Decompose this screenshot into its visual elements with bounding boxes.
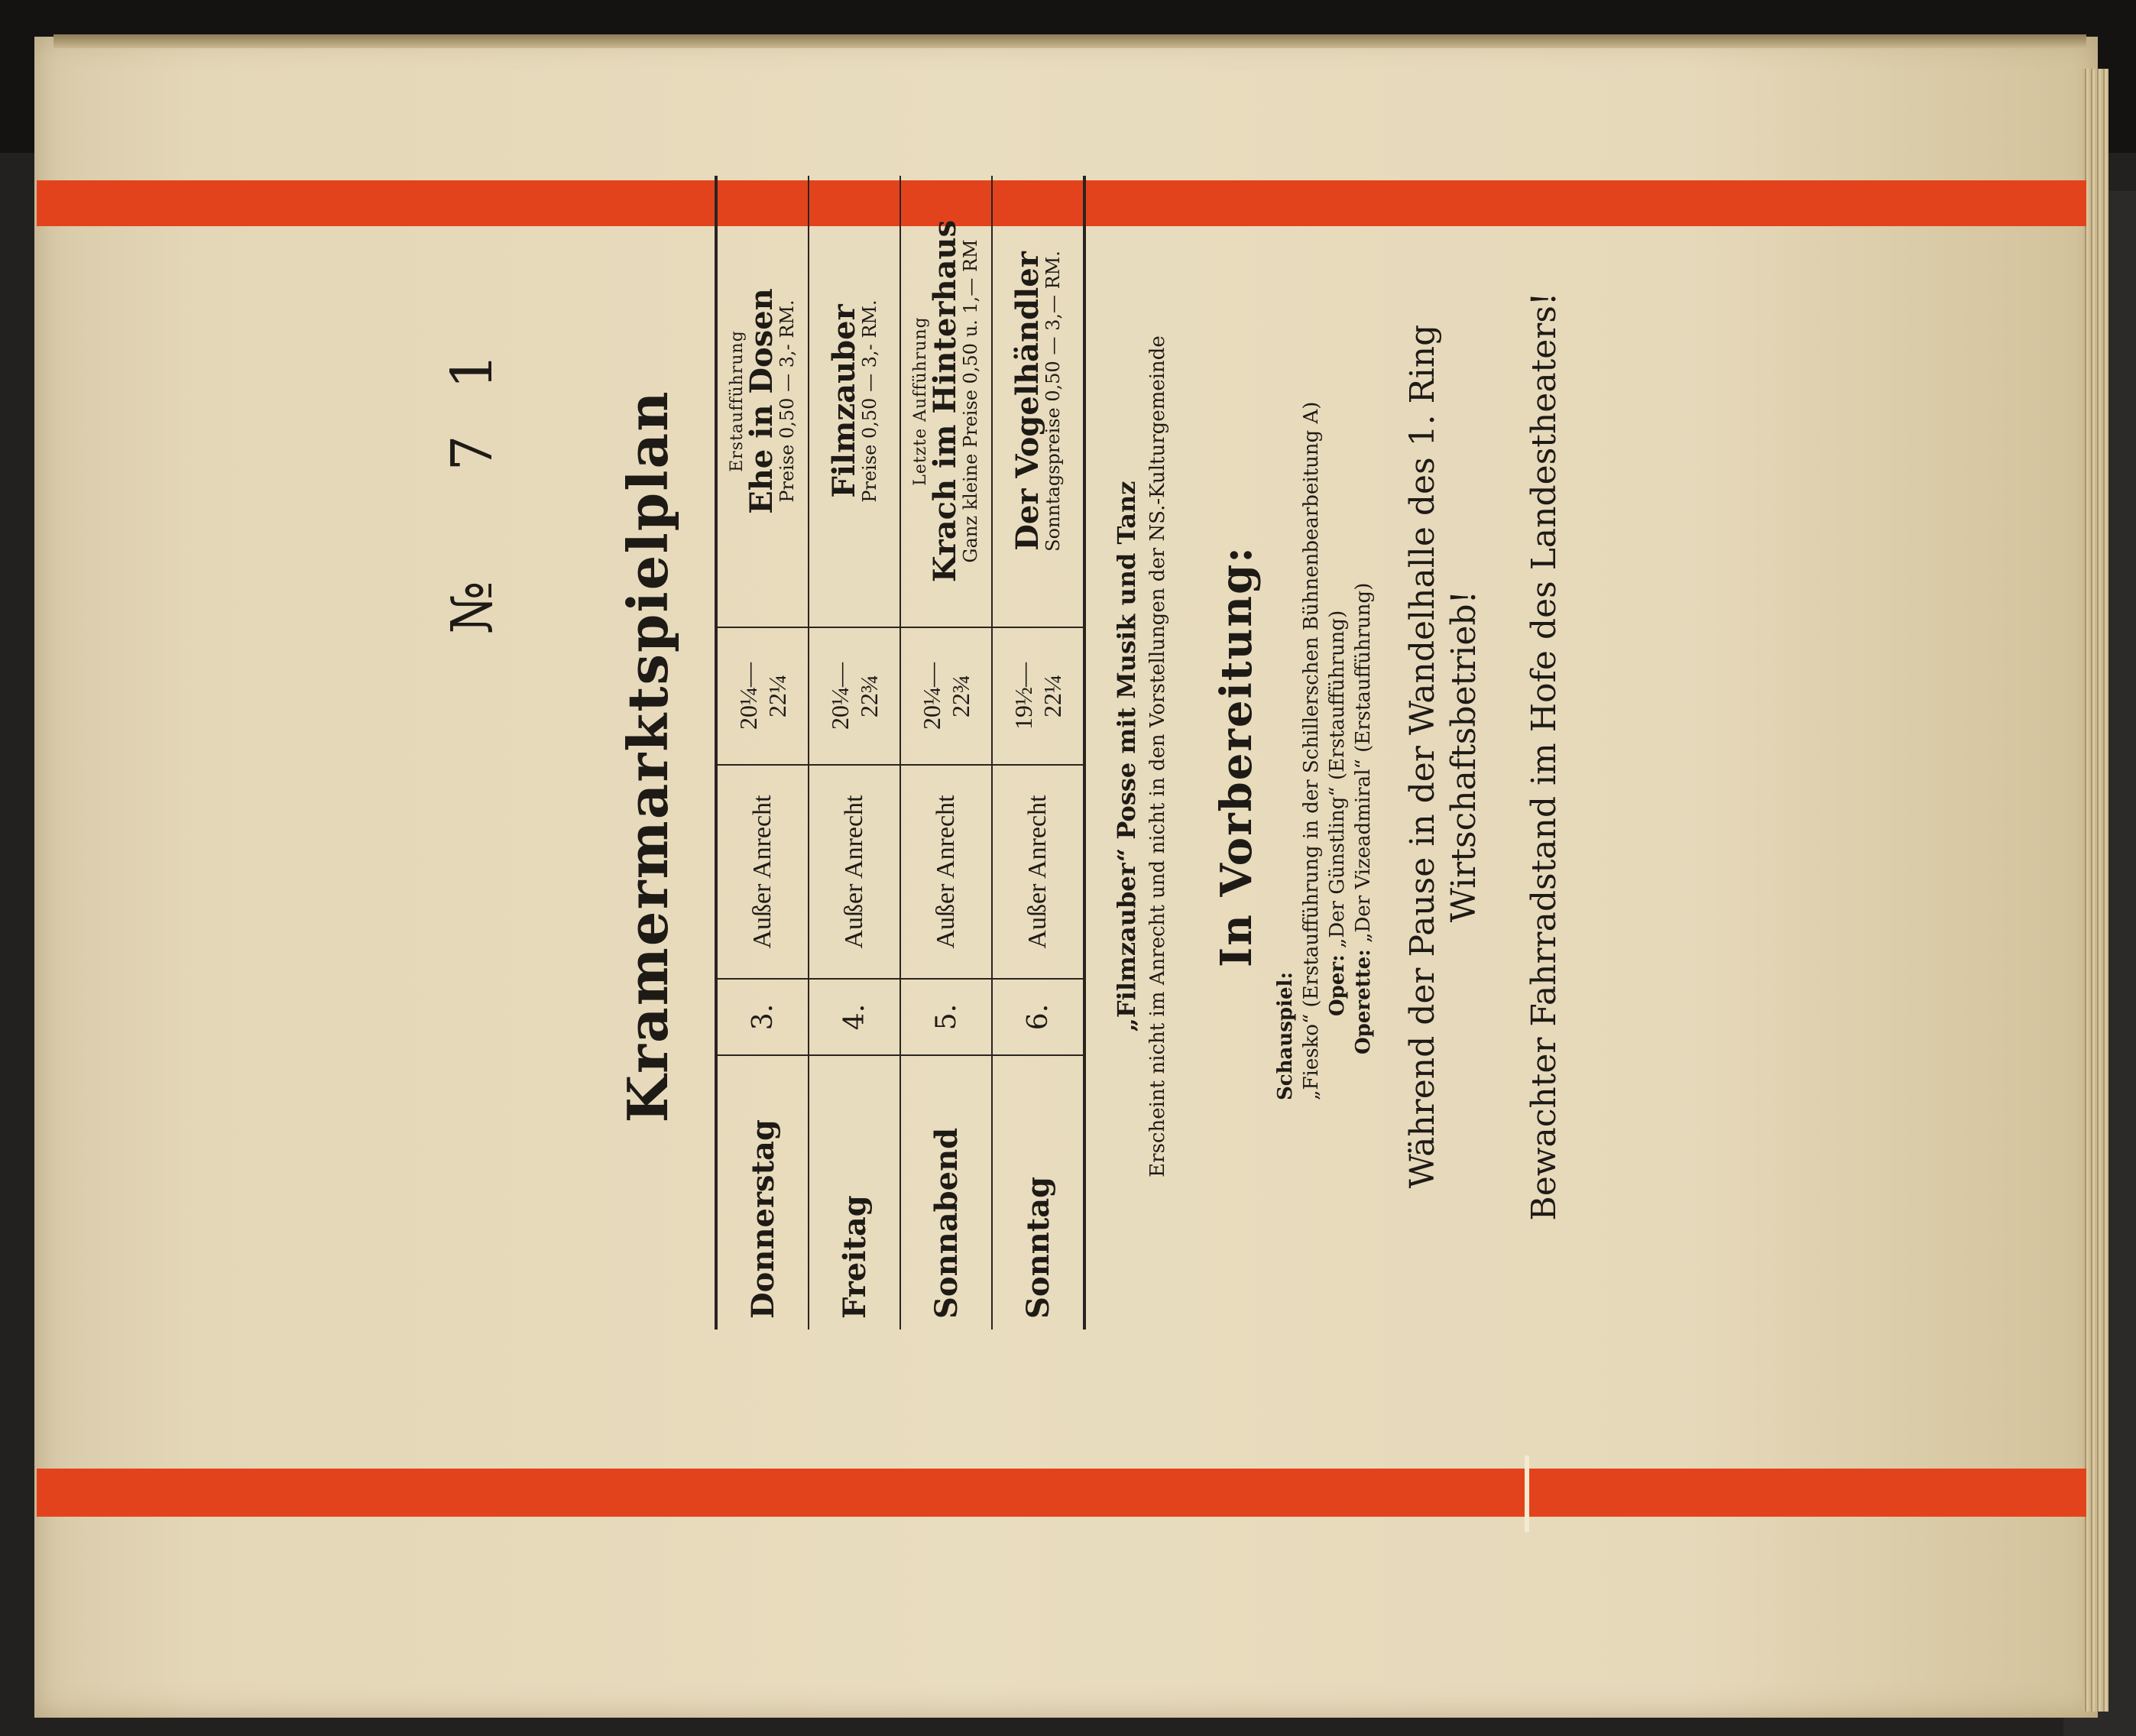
time-start: 19½— [1010, 662, 1037, 730]
time-cell [900, 627, 992, 765]
play-cell [900, 176, 992, 627]
play-title: Der Vogelhändler [1010, 251, 1046, 551]
list-item [1272, 336, 1298, 1100]
play-genre-note: „Filmzauber“ Posse mit Musik und Tanz [1112, 481, 1141, 1032]
time-cell [809, 627, 900, 765]
bicycle-notice: Bewachter Fahrradstand im Hofe des Landestheaters! [1525, 292, 1564, 1221]
pause-notice-line-1: Während der Pause in der Wandelhalle des 1. Ring [1403, 324, 1442, 1189]
prep-text: „Der Günstling“ (Erstaufführung) [1326, 610, 1349, 949]
play-title: Krach im Hinterhaus [926, 219, 963, 583]
time-end: 22¼ [1039, 675, 1066, 717]
prep-label: Operette: [1352, 949, 1375, 1054]
play-cell [716, 176, 809, 627]
play-title: Ehe in Dosen [743, 288, 780, 514]
play-cell [809, 176, 900, 627]
time-start: 20¼— [918, 662, 945, 730]
page-edge-stack [2083, 69, 2108, 1712]
subscription-cell: Außer Anrecht [900, 765, 992, 979]
day-cell: Freitag [809, 1055, 900, 1330]
date-cell: 4. [809, 979, 900, 1055]
day-cell: Sonntag [992, 1055, 1084, 1330]
play-price: Sonntagspreise 0,50 — 3,— RM. [1042, 251, 1065, 552]
play-price: Preise 0,50 — 3,- RM. [859, 300, 881, 503]
preparation-list [1272, 336, 1376, 1100]
red-band-gap-mark [1525, 1456, 1529, 1532]
list-item [1298, 336, 1324, 1100]
play-price: Ganz kleine Preise 0,50 u. 1,— RM [959, 239, 981, 563]
subscription-cell: Außer Anrecht [992, 765, 1084, 979]
preparation-heading: In Vorbereitung: [1211, 546, 1262, 967]
date-cell: 6. [992, 979, 1084, 1055]
date-cell: 5. [900, 979, 992, 1055]
list-item [1350, 336, 1376, 1100]
plan-title: Kramermarktspielplan [615, 390, 680, 1123]
page-top-edge [53, 34, 2086, 48]
day-cell: Sonnabend [900, 1055, 992, 1330]
page-number: № 71 [439, 307, 505, 634]
table-row [992, 176, 1084, 1330]
date-cell: 3. [716, 979, 809, 1055]
time-end: 22¼ [763, 675, 791, 717]
prep-label: Oper: [1326, 954, 1349, 1016]
time-cell [992, 627, 1084, 765]
day-cell: Donnerstag [716, 1055, 809, 1330]
rotated-page-content [424, 99, 1609, 1414]
time-start: 20¼— [826, 662, 854, 730]
table-row [900, 176, 992, 1330]
play-price: Preise 0,50 — 3,- RM. [776, 300, 798, 503]
subscription-cell: Außer Anrecht [716, 765, 809, 979]
subscription-note: Erscheint nicht im Anrecht und nicht in den Vorstellungen der NS.-Kulturgemeinde [1146, 335, 1169, 1177]
prep-text: „Der Vizeadmiral“ (Erstaufführung) [1352, 582, 1375, 943]
pause-notice [1402, 99, 1485, 1414]
time-end: 22¾ [855, 675, 883, 717]
table-row [809, 176, 900, 1330]
play-cell [992, 176, 1084, 627]
table-row [716, 176, 809, 1330]
play-note: Letzte Aufführung [910, 316, 930, 486]
red-band-bottom [37, 1469, 2086, 1517]
pause-notice-line-2: Wirtschaftsbetrieb! [1444, 590, 1483, 923]
time-end: 22¾ [947, 675, 974, 717]
schedule-table [715, 176, 1086, 1330]
play-title: Filmzauber [826, 304, 863, 498]
list-item [1324, 336, 1350, 1100]
prep-label: Schauspiel: [1274, 972, 1297, 1100]
subscription-cell: Außer Anrecht [809, 765, 900, 979]
prep-text: „Fiesko“ (Erstaufführung in der Schillerschen Bühnenbearbeitung A) [1300, 401, 1323, 1100]
time-start: 20¼— [734, 662, 762, 730]
play-note: Erstaufführung [727, 330, 747, 472]
time-cell [716, 627, 809, 765]
